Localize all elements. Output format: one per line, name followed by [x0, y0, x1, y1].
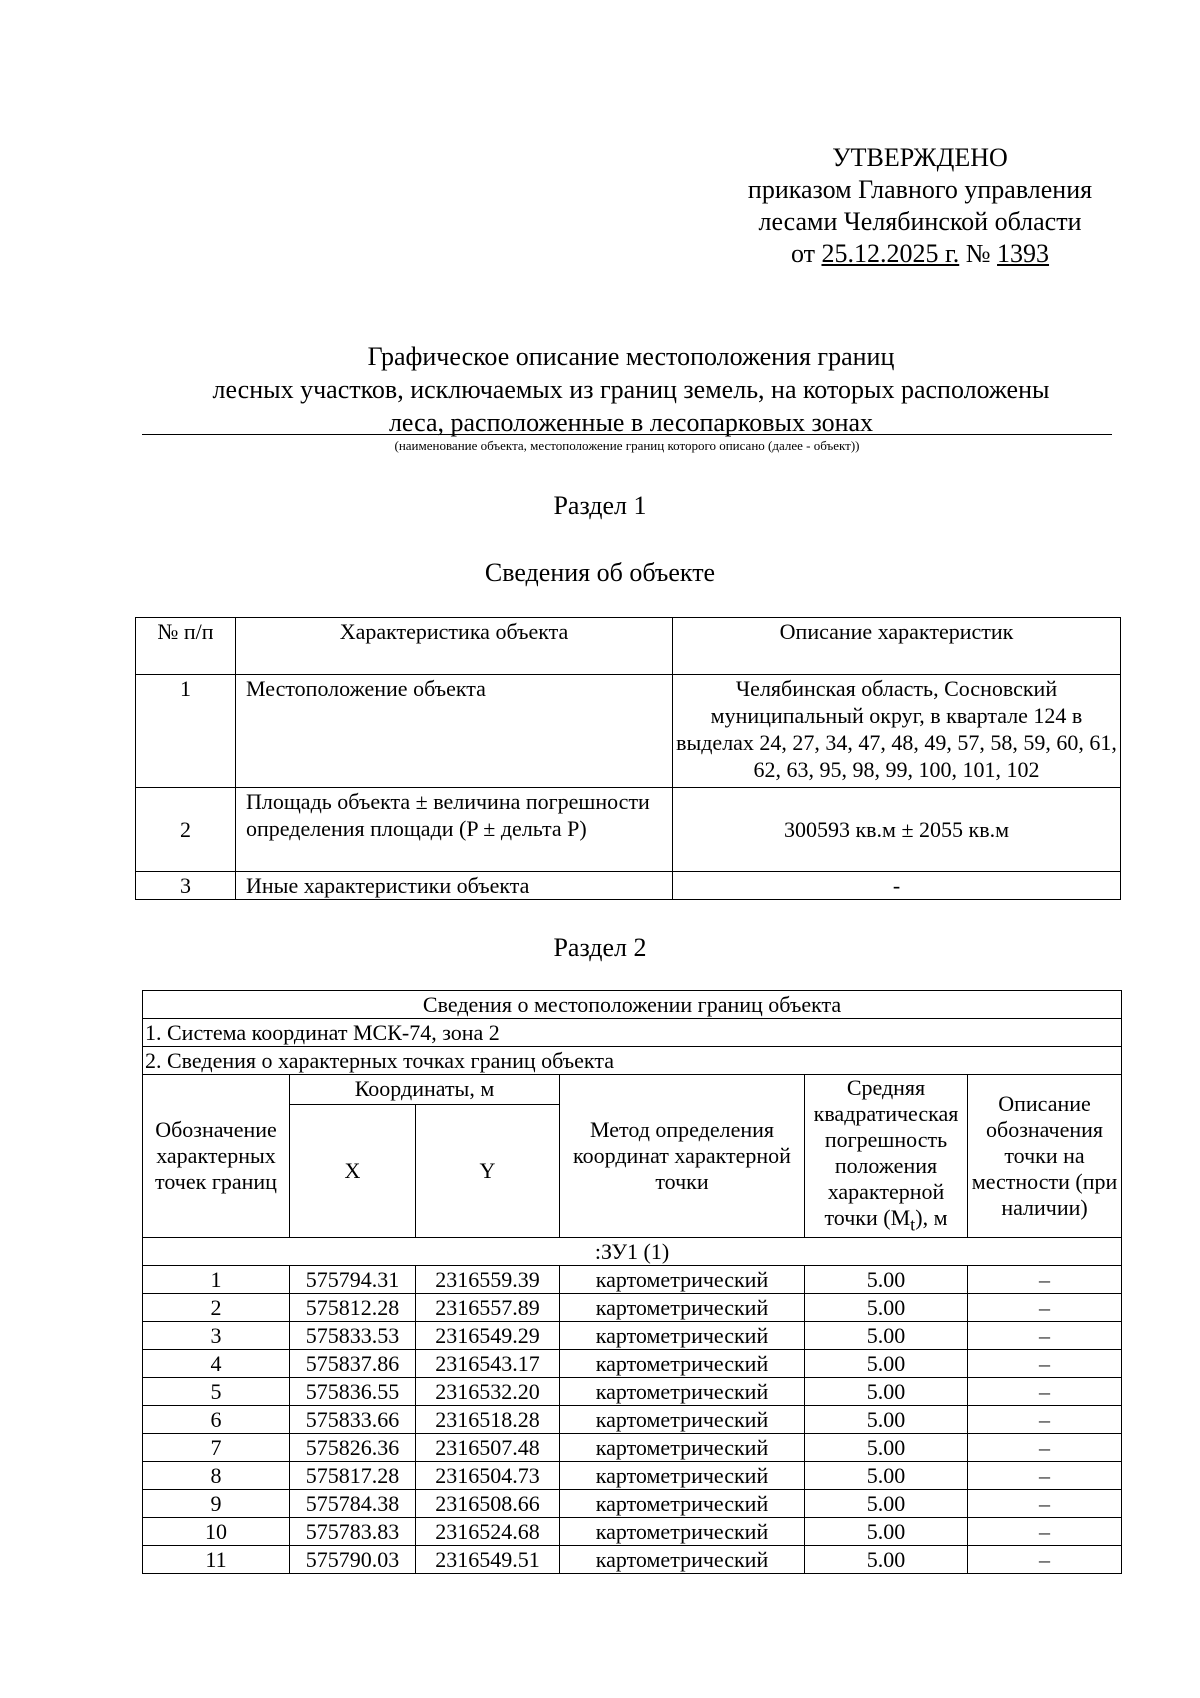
- point-method: картометрический: [560, 1266, 805, 1294]
- point-y: 2316559.39: [416, 1266, 560, 1294]
- header-y: Y: [416, 1104, 560, 1238]
- point-error: 5.00: [805, 1266, 968, 1294]
- table-row: [143, 1378, 1122, 1406]
- section1-subheading: Сведения об объекте: [484, 558, 716, 587]
- table-title: Сведения о местоположении границ объекта: [143, 991, 1122, 1019]
- point-x: 575794.31: [290, 1266, 416, 1294]
- point-error: 5.00: [805, 1406, 968, 1434]
- object-info-row: [136, 675, 1121, 788]
- header-point-description: Описание обозначения точки на местности (при наличии): [968, 1075, 1122, 1238]
- header-error-sub: t: [910, 1214, 916, 1235]
- point-y: 2316518.28: [416, 1406, 560, 1434]
- point-method: картометрический: [560, 1546, 805, 1574]
- table-row: [143, 1546, 1122, 1574]
- point-error: 5.00: [805, 1546, 968, 1574]
- row-description: -: [673, 872, 1121, 900]
- point-x: 575833.66: [290, 1406, 416, 1434]
- point-y: 2316524.68: [416, 1518, 560, 1546]
- header-description: Описание характеристик: [673, 618, 1121, 675]
- point-method: картометрический: [560, 1378, 805, 1406]
- point-number: 7: [143, 1434, 290, 1462]
- points-title: 2. Сведения о характерных точках границ объекта: [143, 1047, 1122, 1075]
- object-info-row: [136, 872, 1121, 900]
- header-characteristic: Характеристика объекта: [236, 618, 673, 675]
- point-description: –: [968, 1406, 1122, 1434]
- table-row: [143, 1266, 1122, 1294]
- header-error: [805, 1075, 968, 1238]
- point-number: 11: [143, 1546, 290, 1574]
- point-description: –: [968, 1518, 1122, 1546]
- point-x: 575812.28: [290, 1294, 416, 1322]
- point-x: 575833.53: [290, 1322, 416, 1350]
- approval-issuer-line1: приказом Главного управления: [747, 175, 1093, 204]
- row-description: 300593 кв.м ± 2055 кв.м: [673, 788, 1121, 872]
- point-description: –: [968, 1266, 1122, 1294]
- point-y: 2316507.48: [416, 1434, 560, 1462]
- point-x: 575784.38: [290, 1490, 416, 1518]
- point-x: 575783.83: [290, 1518, 416, 1546]
- section1-heading: Раздел 1: [553, 491, 647, 520]
- row-num: 2: [136, 788, 236, 872]
- row-characteristic: Иные характеристики объекта: [236, 872, 673, 900]
- point-number: 3: [143, 1322, 290, 1350]
- approval-issuer-line2: лесами Челябинской области: [758, 207, 1082, 236]
- header-error-tail: ), м: [915, 1205, 948, 1230]
- title-underline: [142, 434, 1112, 435]
- point-x: 575817.28: [290, 1462, 416, 1490]
- row-characteristic: Площадь объекта ± величина погрешности определения площади (P ± дельта P): [236, 788, 673, 872]
- table-row: [143, 1490, 1122, 1518]
- approval-number: 1393: [997, 239, 1050, 268]
- point-description: –: [968, 1462, 1122, 1490]
- title-line-1: Графическое описание местоположения границ: [367, 342, 895, 371]
- point-number: 9: [143, 1490, 290, 1518]
- object-info-table: [135, 617, 1121, 900]
- point-y: 2316549.29: [416, 1322, 560, 1350]
- point-method: картометрический: [560, 1294, 805, 1322]
- point-y: 2316557.89: [416, 1294, 560, 1322]
- point-error: 5.00: [805, 1434, 968, 1462]
- point-method: картометрический: [560, 1518, 805, 1546]
- point-y: 2316543.17: [416, 1350, 560, 1378]
- point-error: 5.00: [805, 1322, 968, 1350]
- header-method: Метод определения координат характерной точки: [560, 1075, 805, 1238]
- document-title: [142, 340, 1120, 439]
- title-note: (наименование объекта, местоположение границ которого описано (далее - объект)): [394, 438, 860, 453]
- header-x: X: [290, 1104, 416, 1238]
- boundary-points-table: [142, 990, 1122, 1574]
- row-description: Челябинская область, Сосновский муниципальный округ, в квартале 124 в выделах 24, 27, 34, 47, 48, 49, 57, 58, 59, 60, 61, 62, 63, 95, 98, 99, 100, 101, 102: [673, 675, 1121, 788]
- point-method: картометрический: [560, 1406, 805, 1434]
- group-label: :ЗУ1 (1): [143, 1238, 1122, 1266]
- points-header-row: [143, 1075, 1122, 1105]
- object-info-row: [136, 788, 1121, 872]
- row-num: 3: [136, 872, 236, 900]
- point-x: 575826.36: [290, 1434, 416, 1462]
- table-row: [143, 1406, 1122, 1434]
- point-description: –: [968, 1294, 1122, 1322]
- title-line-2: лесных участков, исключаемых из границ земель, на которых расположены: [212, 375, 1050, 404]
- point-x: 575790.03: [290, 1546, 416, 1574]
- table-row: [143, 1434, 1122, 1462]
- row-num: 1: [136, 675, 236, 788]
- point-error: 5.00: [805, 1350, 968, 1378]
- point-y: 2316504.73: [416, 1462, 560, 1490]
- point-x: 575836.55: [290, 1378, 416, 1406]
- table-row: [143, 1518, 1122, 1546]
- table-row: [143, 1294, 1122, 1322]
- point-error: 5.00: [805, 1518, 968, 1546]
- row-characteristic: Местоположение объекта: [236, 675, 673, 788]
- header-point: Обозначение характерных точек границ: [143, 1075, 290, 1238]
- point-error: 5.00: [805, 1378, 968, 1406]
- point-method: картометрический: [560, 1462, 805, 1490]
- coordinate-system: 1. Система координат МСК-74, зона 2: [143, 1019, 1122, 1047]
- table-row: [143, 1462, 1122, 1490]
- table-row: [143, 1322, 1122, 1350]
- header-error-main: Средняя квадратическая погрешность положения характерной точки (M: [813, 1075, 959, 1230]
- point-error: 5.00: [805, 1294, 968, 1322]
- point-number: 6: [143, 1406, 290, 1434]
- title-line-3: леса, расположенные в лесопарковых зонах: [388, 408, 874, 437]
- point-method: картометрический: [560, 1350, 805, 1378]
- point-number: 4: [143, 1350, 290, 1378]
- point-description: –: [968, 1546, 1122, 1574]
- point-error: 5.00: [805, 1462, 968, 1490]
- point-description: –: [968, 1490, 1122, 1518]
- approval-date: 25.12.2025 г.: [821, 239, 960, 268]
- point-number: 1: [143, 1266, 290, 1294]
- approval-date-prefix: от: [790, 239, 815, 268]
- approval-title: УТВЕРЖДЕНО: [832, 143, 1008, 172]
- header-coords: Координаты, м: [290, 1075, 560, 1105]
- point-error: 5.00: [805, 1490, 968, 1518]
- point-number: 5: [143, 1378, 290, 1406]
- point-number: 10: [143, 1518, 290, 1546]
- point-description: –: [968, 1434, 1122, 1462]
- point-y: 2316532.20: [416, 1378, 560, 1406]
- point-description: –: [968, 1350, 1122, 1378]
- point-description: –: [968, 1322, 1122, 1350]
- section2-heading: Раздел 2: [553, 933, 647, 962]
- point-number: 2: [143, 1294, 290, 1322]
- point-method: картометрический: [560, 1434, 805, 1462]
- approval-block: [700, 142, 1140, 270]
- point-number: 8: [143, 1462, 290, 1490]
- approval-date-line: [700, 238, 1140, 270]
- point-description: –: [968, 1378, 1122, 1406]
- point-y: 2316549.51: [416, 1546, 560, 1574]
- approval-number-sign: №: [965, 239, 991, 268]
- object-info-header-row: [136, 618, 1121, 675]
- point-y: 2316508.66: [416, 1490, 560, 1518]
- point-x: 575837.86: [290, 1350, 416, 1378]
- table-row: [143, 1350, 1122, 1378]
- header-num: № п/п: [136, 618, 236, 675]
- point-method: картометрический: [560, 1490, 805, 1518]
- point-method: картометрический: [560, 1322, 805, 1350]
